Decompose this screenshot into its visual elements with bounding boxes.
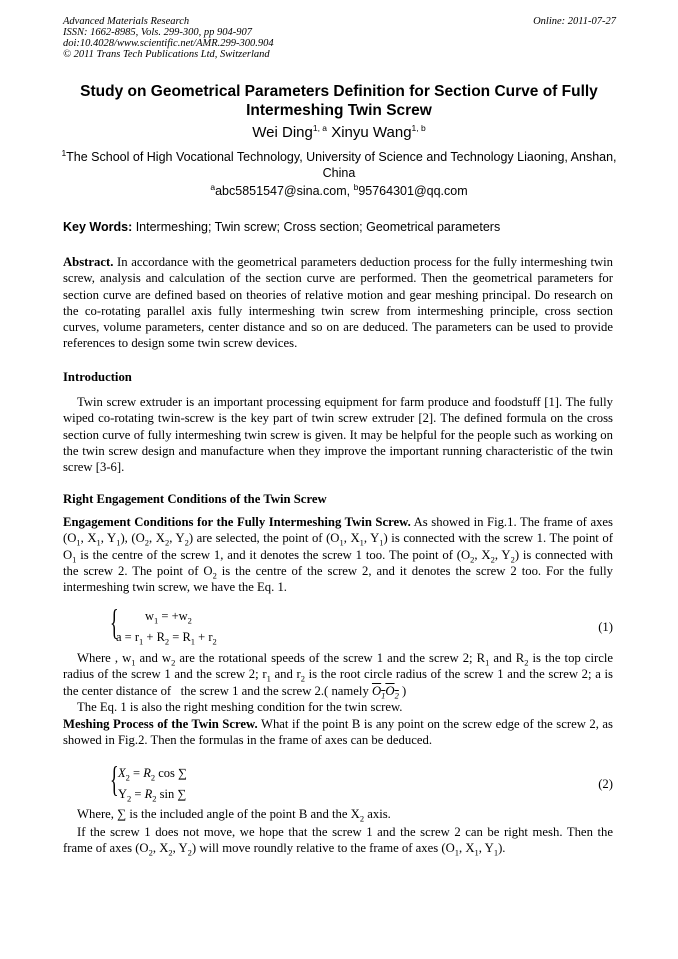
journal-header xyxy=(63,16,274,60)
meshing-paragraph: Meshing Process of the Twin Screw. What if the point B is any point on the screw edge of the screw 2, as showed in Fig.2. Then the formulas in the frame of axes can be deduced. xyxy=(63,717,613,748)
email-a-sup: a xyxy=(210,181,216,192)
doi: doi:10.4028/www.scientific.net/AMR.299-300.904 xyxy=(63,38,274,49)
intro-heading: Introduction xyxy=(63,370,132,384)
eq2-line1: $X_2 = R_2$ cos ∑ xyxy=(118,766,187,783)
engagement-paragraph: Engagement Conditions for the Fully Intermeshing Twin Screw. As showed in Fig.1. The frame of axes ($O_1$, $X_1$, $Y_1$), ($O_2$, $X_2$, $Y_2$) are selected, the point of ($O_1$, $X_1$, $Y_1$) is connected with the screw 1. The point of $O_1$ is the centre of the screw 1, and it denotes the screw 1 too. The point of ($O_2$, $X_2$, $Y_2$) is connected with the screw 2. The point of $O_2$ is the centre of the screw 2, and it denotes the screw 2 too. For the fully intermeshing twin screw, we have the Eq. 1. xyxy=(63,515,614,595)
eq1-line2: $a = r_1 + R_2 = R_1 + r_2$ xyxy=(116,630,217,647)
eq2-brace: { xyxy=(110,759,119,799)
author-1: Wei Ding xyxy=(252,124,313,141)
email-b-sup: b xyxy=(353,181,359,192)
keywords-text: Intermeshing; Twin screw; Cross section; Geometrical parameters xyxy=(132,220,501,234)
copyright: © 2011 Trans Tech Publications Ltd, Switzerland xyxy=(63,49,270,60)
keywords-label: Key Words: xyxy=(63,220,133,234)
online-date: Online: 2011-07-27 xyxy=(533,16,616,27)
section2-heading: Right Engagement Conditions of the Twin Screw xyxy=(63,492,327,506)
affiliation-sup: 1 xyxy=(61,147,67,158)
eq1-where: Where , $w_1$ and $w_2$ are the rotational speeds of the screw 1 and the screw 2; $R_1$ and $R_2$ is the top circle radius of the screw 1 and the screw 2; $r_1$ and $r_2$ is the root circle radius of the screw 1 and the screw 2; a is the center distance of the screw 1 and the screw 2.( namely $O_1O_2$ ) xyxy=(63,651,613,701)
intro-text: Twin screw extruder is an important processing equipment for farm produce and foodstuff [1]. The fully wiped co-rotating twin-screw is the key part of twin screw extruder [2]. The defined formula on the cross section curve of fully intermeshing twin screw is given. It may be helpful for the people such as working on the twin screw design and manufacture when they improve the important running characteristic of the twin screw [3-6]. xyxy=(63,395,613,475)
abstract-label: Abstract. xyxy=(63,255,114,269)
emails xyxy=(0,181,678,198)
abstract xyxy=(63,254,613,352)
affiliation xyxy=(60,149,618,181)
eq2-where: Where, ∑ is the included angle of the point B and the $X_2$ axis. xyxy=(77,807,391,824)
abstract-text: In accordance with the geometrical parameters deduction process for the fully intermeshing twin screw, analysis and calculation of the section curve are performed. Then the geometrical parameters for section curve are defined based on theories of relative motion and gear meshing principal. Do research on the co-rotating parallel axis fully intermeshing twin screw from intermeshing principle, cross section curves, volume parameters, center distance and so on are deduced. The parameters can be used to provide references to design some twin screw devices. xyxy=(63,255,613,351)
email-a: abc5851547@sina.com, xyxy=(215,184,354,198)
eq2-number: (2) xyxy=(598,777,613,791)
authors xyxy=(0,124,678,141)
eq1-line1: $w_1 = +w_2$ xyxy=(145,609,192,626)
eq1-number: (1) xyxy=(598,620,613,634)
author-2: Xinyu Wang xyxy=(331,124,412,141)
journal-name: Advanced Materials Research xyxy=(63,16,190,27)
author-2-sup: 1, b xyxy=(411,123,426,133)
eq1-brace: { xyxy=(110,602,119,642)
keywords xyxy=(63,220,500,234)
eq1-note: The Eq. 1 is also the right meshing condition for the twin screw. xyxy=(77,700,403,714)
issn: ISSN: 1662-8985, Vols. 299-300, pp 904-907 xyxy=(63,27,252,38)
paper-title: Study on Geometrical Parameters Definition for Section Curve of Fully Intermeshing Twin Screw xyxy=(80,83,598,119)
frame-motion-paragraph: If the screw 1 does not move, we hope that the screw 1 and the screw 2 can be right mesh. Then the frame of axes ($O_2$, $X_2$, $Y_2$) will move roundly relative to the frame of axes ($O_1$, $X_1$, $Y_1$). xyxy=(63,825,613,858)
email-b: 95764301@qq.com xyxy=(358,184,468,198)
eq2-line2: $Y_2 = R_2$ sin ∑ xyxy=(118,787,187,804)
affiliation-text: The School of High Vocational Technology, University of Science and Technology Liaoning, Anshan, China xyxy=(66,150,617,180)
author-1-sup: 1, a xyxy=(312,123,328,133)
engagement-label: Engagement Conditions for the Fully Intermeshing Twin Screw. xyxy=(63,515,411,529)
meshing-label: Meshing Process of the Twin Screw. xyxy=(63,717,258,731)
